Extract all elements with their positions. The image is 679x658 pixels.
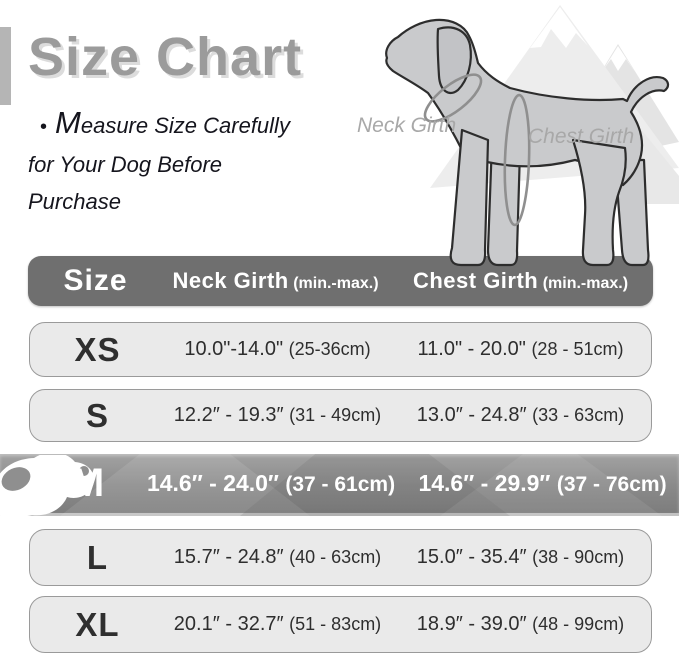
row-s — [29, 389, 652, 442]
chest-girth-cell — [390, 613, 651, 636]
chest-girth-cell — [390, 338, 651, 361]
size-cell: S — [85, 396, 109, 434]
neck-cm: (37 - 61cm) — [285, 473, 396, 496]
neck-inches: 10.0"-14.0" — [184, 338, 284, 360]
neck-cm: (40 - 63cm) — [289, 547, 382, 567]
chest-inches: 14.6″ - 29.9″ — [418, 470, 551, 496]
size-cell: XS — [74, 330, 121, 368]
neck-inches: 14.6″ - 24.0″ — [146, 470, 279, 496]
dog-diagram — [335, 0, 679, 272]
size-cell: L — [86, 538, 109, 576]
chest-cm: (38 - 90cm) — [532, 547, 625, 567]
neck-girth-label: Neck Girth — [357, 114, 457, 137]
neck-inches: 20.1″ - 32.7″ — [173, 613, 284, 635]
chest-girth-label: Chest Girth — [528, 125, 635, 148]
chest-girth-cell — [390, 546, 651, 569]
note-initial: M — [55, 105, 81, 140]
header-neck-range: (min.-max.) — [293, 275, 379, 292]
row-xs — [29, 322, 652, 377]
chest-inches: 18.9″ - 39.0″ — [416, 613, 527, 635]
chest-cm: (37 - 76cm) — [556, 473, 667, 496]
neck-cm: (31 - 49cm) — [289, 405, 382, 425]
size-cell: M — [70, 461, 106, 505]
neck-cm: (25-36cm) — [288, 339, 371, 359]
row-l — [29, 529, 652, 586]
page-title: Size Chart — [28, 27, 303, 87]
chest-inches: 13.0″ - 24.8″ — [416, 404, 527, 426]
neck-inches: 15.7″ - 24.8″ — [173, 546, 284, 568]
neck-girth-cell — [165, 404, 390, 427]
chest-inches: 15.0″ - 35.4″ — [416, 546, 527, 568]
neck-girth-cell — [165, 338, 390, 361]
chest-cm: (28 - 51cm) — [531, 339, 624, 359]
chest-inches: 11.0" - 20.0" — [417, 338, 526, 360]
chest-cm: (33 - 63cm) — [532, 405, 625, 425]
neck-inches: 12.2″ - 19.3″ — [173, 404, 284, 426]
bullet-icon: • — [40, 116, 48, 138]
chest-girth-cell — [390, 404, 651, 427]
chest-cm: (48 - 99cm) — [532, 614, 625, 634]
size-cell: XL — [75, 605, 120, 643]
note-line-1-text: easure Size Carefully — [80, 113, 290, 138]
neck-cm: (51 - 83cm) — [289, 614, 382, 634]
header-size: Size — [63, 264, 128, 297]
accent-bar — [0, 27, 11, 105]
neck-girth-cell — [136, 470, 406, 497]
neck-girth-cell — [165, 546, 390, 569]
chest-girth-cell — [406, 470, 679, 497]
row-xl — [29, 596, 652, 653]
note-line-3: Purchase — [28, 189, 121, 214]
note — [28, 104, 338, 220]
neck-girth-cell — [165, 613, 390, 636]
header-neck-title: Neck Girth — [172, 268, 289, 293]
note-line-2: for Your Dog Before — [28, 152, 223, 177]
header-chest-title: Chest Girth — [412, 268, 539, 293]
header-chest-range: (min.-max.) — [542, 275, 629, 292]
row-m-highlighted — [0, 454, 679, 516]
note-line-1 — [40, 104, 338, 146]
